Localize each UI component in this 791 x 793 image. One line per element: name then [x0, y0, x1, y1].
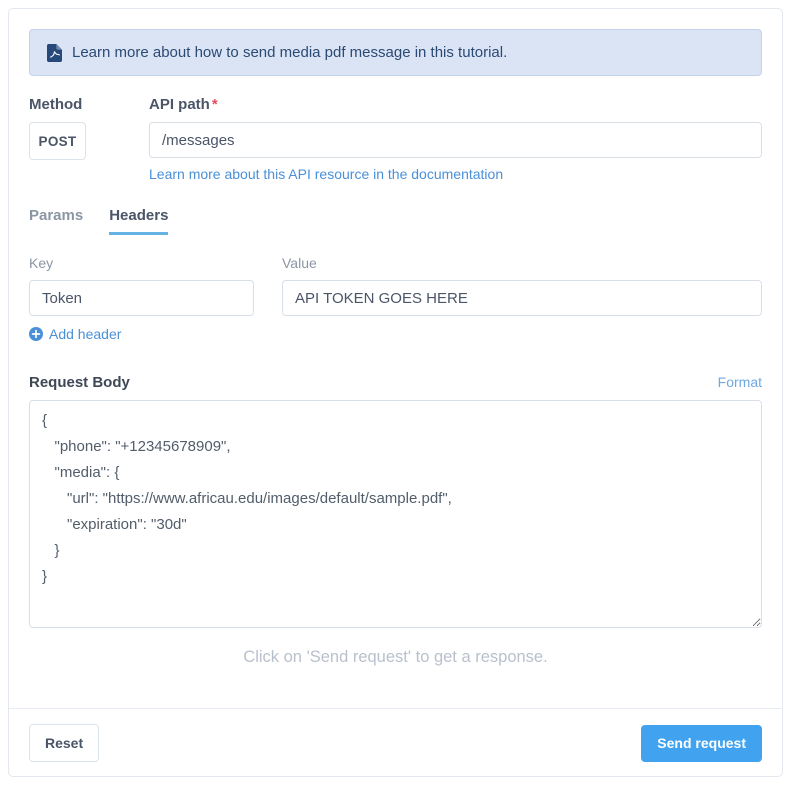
- header-key-value-row: [29, 255, 762, 346]
- header-value-input[interactable]: [282, 280, 762, 316]
- add-header-link[interactable]: [29, 326, 121, 342]
- footer-bar: [9, 708, 782, 762]
- api-console-card: [8, 8, 783, 777]
- send-request-button[interactable]: Send request: [641, 725, 762, 762]
- header-key-input[interactable]: [29, 280, 254, 316]
- request-body-label: Request Body: [29, 374, 130, 391]
- api-path-label-text: API path: [149, 96, 210, 113]
- header-key-label: Key: [29, 255, 54, 271]
- tutorial-banner: [29, 29, 762, 76]
- api-path-input[interactable]: [149, 122, 762, 158]
- plus-circle-icon: [29, 327, 43, 341]
- tab-params[interactable]: Params: [29, 207, 84, 224]
- header-value-label: Value: [282, 255, 317, 271]
- api-doc-link[interactable]: Learn more about this API resource in the documentation: [149, 166, 504, 182]
- reset-button[interactable]: Reset: [29, 724, 99, 762]
- request-tabs: [29, 207, 762, 235]
- header-key-field: [29, 255, 254, 346]
- response-hint: Click on 'Send request' to get a response.: [243, 648, 548, 666]
- method-label: Method: [29, 96, 83, 113]
- header-value-field: [282, 255, 762, 346]
- format-link[interactable]: Format: [717, 374, 762, 390]
- tutorial-banner-text: Learn more about how to send media pdf message in this tutorial.: [72, 44, 508, 61]
- request-body-textarea[interactable]: [29, 400, 762, 628]
- request-body-section: [29, 374, 762, 628]
- request-body-header: [29, 374, 762, 391]
- api-path-field: [149, 96, 762, 184]
- required-asterisk: *: [211, 96, 218, 113]
- method-path-row: [29, 96, 762, 184]
- method-button[interactable]: POST: [29, 122, 86, 160]
- api-path-label: [149, 96, 762, 113]
- method-field: [29, 96, 149, 184]
- pdf-file-icon: [47, 44, 62, 62]
- tab-headers[interactable]: Headers: [109, 207, 168, 235]
- add-header-label: Add header: [49, 326, 122, 342]
